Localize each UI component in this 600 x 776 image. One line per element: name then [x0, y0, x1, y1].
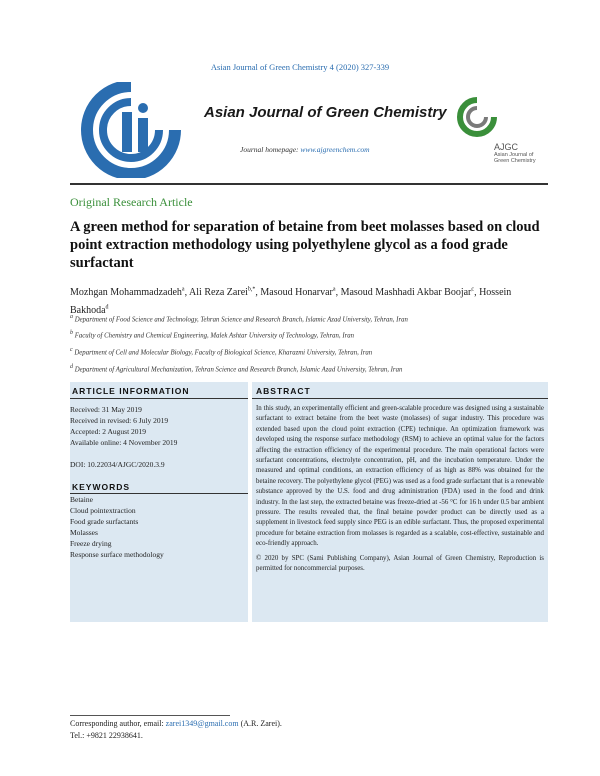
paper-title: A green method for separation of betaine from beet molasses based on cloud point extraction methodology using polyethylene glycol as a food grade surfactant	[70, 219, 540, 271]
running-head: Asian Journal of Green Chemistry 4 (2020) 327-339	[210, 62, 390, 72]
article-type: Original Research Article	[70, 195, 193, 209]
header-divider	[70, 183, 548, 185]
footnote-divider	[70, 715, 230, 716]
ajgc-logo	[76, 82, 186, 178]
ajgc-badge-icon	[456, 96, 498, 166]
author: Ali Reza Zarei$^{b,*}$,	[189, 287, 261, 299]
abstract-heading: ABSTRACT	[256, 386, 311, 396]
journal-homepage: Journal homepage: www.ajgreenchem.com	[240, 145, 370, 154]
keyword: Betaine	[70, 495, 93, 504]
keyword: Freeze drying	[70, 539, 112, 548]
copyright: © 2020 by SPC (Sami Publishing Company), Asian Journal of Green Chemistry, Reproduction is permitted for noncommercial purposes.	[256, 554, 544, 573]
telephone: Tel.: +9821 22938641.	[70, 731, 143, 740]
ajgc-badge-text: AJGC Asian Journal of Green Chemistry	[494, 142, 536, 164]
divider	[70, 398, 248, 399]
author: Masoud Mashhadi Akbar Boojar$^c$,	[340, 287, 480, 299]
corresponding-author: Corresponding author, email: zarei1349@gmail.com (A.R. Zarei).	[70, 719, 282, 728]
author: Mozhgan Mohammadzadeh$^a$,	[70, 287, 190, 299]
author: Hossein Bakhoda$^d$	[70, 287, 512, 316]
affiliation: a Department of Food Science and Technology, Tehran Science and Research Branch, Islamic Azad University, Tehran, Iran	[70, 314, 408, 324]
journal-title: Asian Journal of Green Chemistry	[204, 104, 447, 121]
accepted-date: Accepted: 2 August 2019	[70, 427, 147, 436]
author: Masoud Honarvar$^a$,	[260, 287, 341, 299]
divider	[252, 398, 548, 399]
affiliation: c Department of Cell and Molecular Biology, Faculty of Biological Science, Kharazmi University, Tehran, Iran	[70, 347, 373, 357]
affiliation: d Department of Agricultural Mechanization, Tehran Science and Research Branch, Islamic Azad University, Tehran, Iran	[70, 364, 403, 374]
abstract-text: In this study, an experimentally efficient and green-scalable procedure was designed using a sustainable surfactant to extract betaine from the beet waste (molasses) of sugar industry. This procedure was extended based upon the cloud point extraction (CPE) technique. An optimization framework was developed using the response surface methodology (RSM) to achieve an optimal value for the factors affecting the extraction efficiency of the experimental procedure. The main operational factors were surfactant concentrations, electrolyte concentration, pH, and the incubation temperature. Under the measured and optimal conditions, an extraction efficiency of as high as 88% was obtained for the betaine recovery. The polyethylene glycol (PEG) was used as a food grade surfactant that is a renewable substance approved by the U.S. food and drug administration (FDA) used in the food and drink industry. In the last step, the extracted betaine was freeze-dried at -56 °C for 16 h under 0.5 bar ambient pressure. The results revealed that, the final betaine powder product can be directly used as a supplement in livestock feed supply since PEG is an edible surfactant. Thus, the proposed experimental procedure for betaine extraction from molasses is regarded as a scalable, cost-effective, sustainable and eco-friendly approach.	[256, 405, 544, 548]
homepage-link[interactable]: www.ajgreenchem.com	[300, 145, 370, 154]
email-link[interactable]: zarei1349@gmail.com	[165, 719, 239, 728]
divider	[70, 493, 248, 494]
keyword: Molasses	[70, 528, 98, 537]
keyword: Cloud pointextraction	[70, 506, 136, 515]
keyword: Response surface methodology	[70, 550, 164, 559]
authors	[70, 283, 540, 318]
revised-date: Received in revised: 6 July 2019	[70, 416, 169, 425]
doi[interactable]: DOI: 10.22034/AJGC/2020.3.9	[70, 460, 165, 469]
keyword: Food grade surfactants	[70, 517, 139, 526]
abstract-body	[256, 404, 544, 575]
article-info-heading: ARTICLE INFORMATION	[72, 386, 190, 396]
keywords-heading: KEYWORDS	[72, 482, 131, 492]
affiliation: b Faculty of Chemistry and Chemical Engineering, Malek Ashtar University of Technology, Tehran, Iran	[70, 330, 355, 340]
received-date: Received: 31 May 2019	[70, 405, 142, 414]
online-date: Available online: 4 November 2019	[70, 438, 178, 447]
